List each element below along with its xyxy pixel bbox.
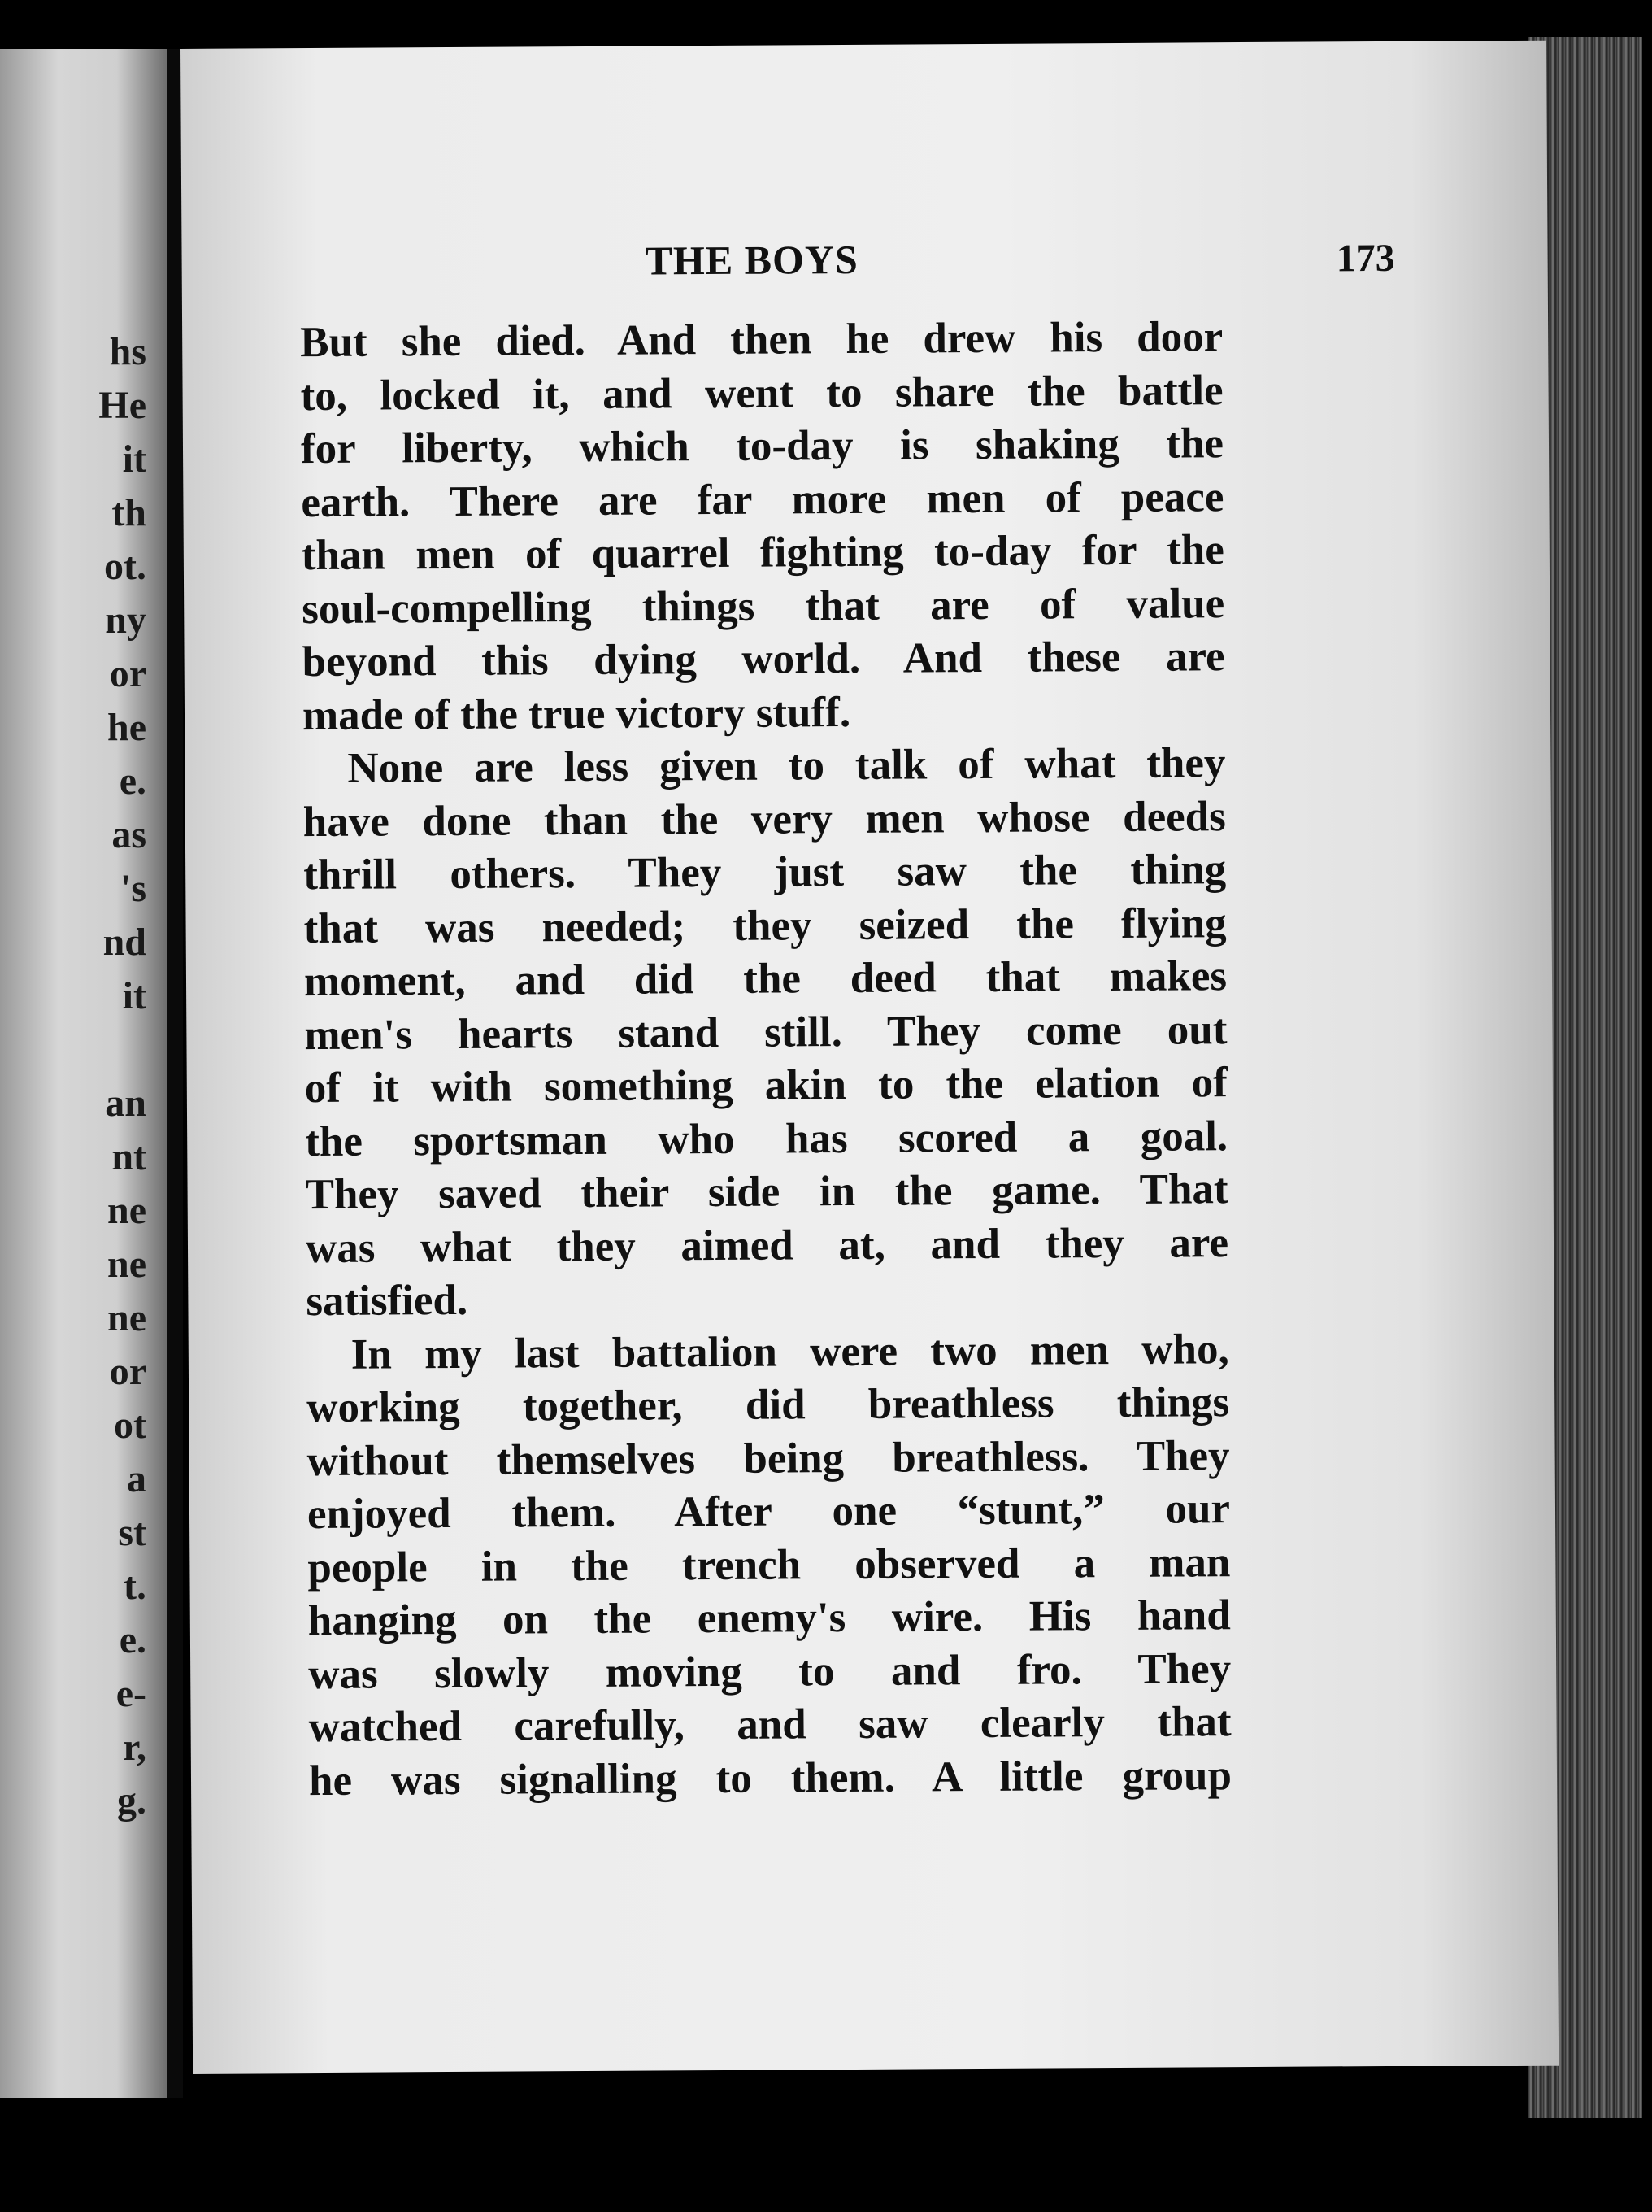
left-fragment: nt [111,1135,146,1178]
text-line: than men of quarrel fighting to-day for the [301,526,1224,580]
left-fragment: ot. [104,545,146,588]
text-line: to, locked it, and went to share the battle [300,366,1224,420]
text-line: They saved their side in the game. That [305,1165,1228,1219]
text-line: without themselves being breathless. They [306,1431,1230,1485]
left-fragment: e- [115,1672,146,1715]
text-line: But she died. And then he drew his door [300,313,1224,367]
left-fragment: ne [107,1189,146,1232]
left-fragment: it [122,438,146,481]
running-head [645,232,1458,302]
left-fragment: th [111,491,146,534]
left-fragment: hs [109,330,146,373]
text-line: working together, did breathless things [306,1378,1230,1432]
text-line: beyond this dying world. And these are [302,633,1225,686]
text-line: soul-compelling things that are of value [302,579,1225,633]
left-fragment: an [105,1082,146,1125]
left-fragment: or [109,1350,146,1393]
text-line: satisfied. [306,1276,468,1326]
left-fragment: as [111,813,146,856]
running-head-title: THE BOYS [645,236,859,284]
text-line: was slowly moving to and fro. They [308,1644,1232,1698]
left-fragment: nd [102,921,146,964]
text-line: None are less given to talk of what they [347,739,1226,792]
text-line: earth. There are far more men of peace [301,472,1224,526]
page-number: 173 [1336,236,1395,281]
left-fragment: ne [107,1296,146,1339]
text-line: have done than the very men whose deeds [302,792,1226,846]
body-text [300,311,1232,1808]
text-line: In my last battalion were two men who, [350,1325,1229,1378]
left-fragment: ne [107,1243,146,1286]
text-line: the sportsman who has scored a goal. [305,1112,1228,1165]
paragraph [300,311,1225,742]
text-line: enjoyed them. After one “stunt,” our [306,1485,1231,1539]
paragraph [306,1323,1232,1808]
book-gutter [167,49,183,2098]
left-fragment: it [122,974,146,1017]
left-page-fragment [0,49,167,2098]
left-fragment: 's [120,867,146,910]
left-fragment: r, [123,1726,146,1769]
left-fragment: e. [119,760,146,803]
book-page [180,41,1559,2074]
text-line: that was needed; they seized the flying [303,899,1227,952]
left-fragment: He [98,384,146,427]
text-line: thrill others. They just saw the thing [303,846,1227,899]
text-line: hanging on the enemy's wire. His hand [307,1592,1231,1645]
left-fragment: he [107,706,146,749]
left-fragment: e. [119,1618,146,1661]
paragraph [302,737,1228,1328]
text-line: was what they aimed at, and they are [305,1218,1229,1272]
text-line: he was signalling to them. A little group [308,1751,1232,1805]
left-fragment: st [118,1511,146,1554]
left-fragment: g. [117,1779,146,1822]
text-line: watched carefully, and saw clearly that [308,1698,1232,1752]
text-line: moment, and did the deed that makes [303,952,1228,1006]
left-fragment: or [109,652,146,695]
left-fragment: t. [124,1565,146,1608]
left-fragment: ot [114,1404,146,1447]
left-fragment: ny [105,599,146,642]
left-fragment: a [127,1457,146,1500]
text-line: men's hearts stand still. They come out [304,1005,1228,1059]
text-line: of it with something akin to the elation of [304,1059,1228,1113]
text-line: made of the true victory stuff. [302,688,851,739]
text-line: people in the trench observed a man [307,1538,1231,1592]
text-line: for liberty, which to-day is shaking the [300,420,1224,473]
